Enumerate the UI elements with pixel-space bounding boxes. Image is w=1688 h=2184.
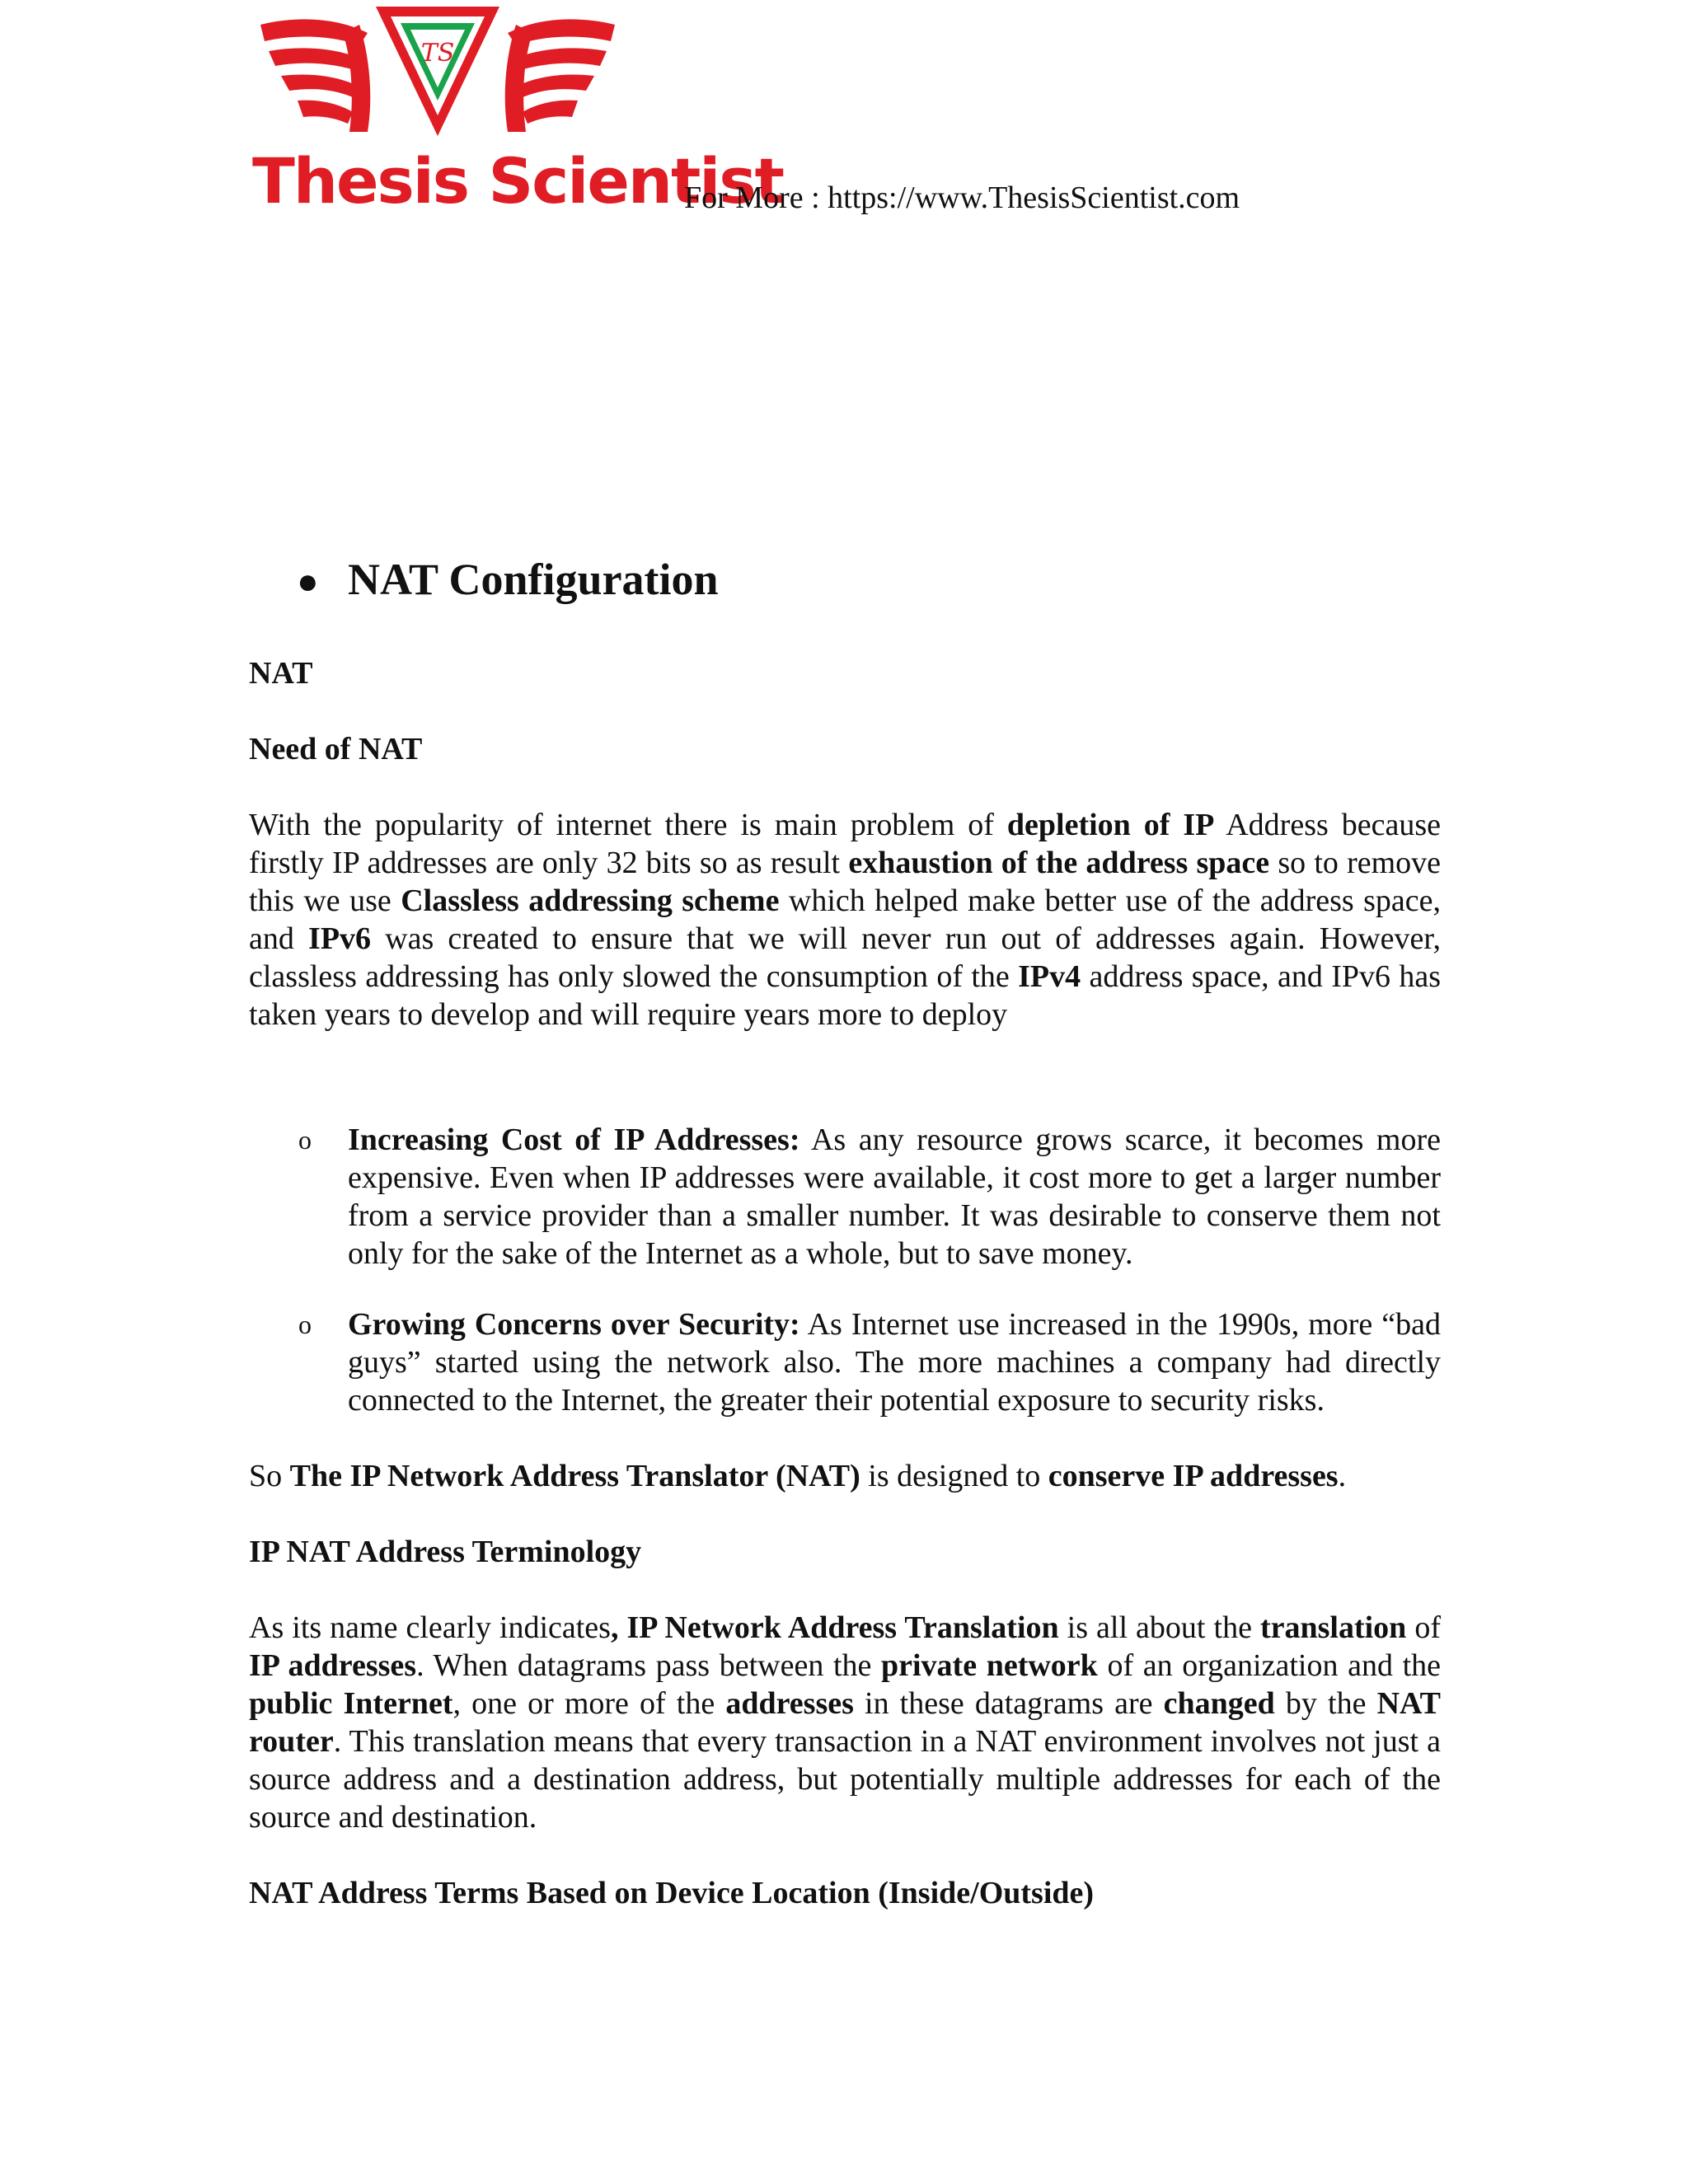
paragraph-terminology: As its name clearly indicates, IP Network Address Translation is all about the translation of IP addresses. When datagrams pass between the private network of an organization and the public Internet, one or more of the addresses in these datagrams are changed by the NAT router. This translation means that every transaction in a NAT environment involves not just a source address and a destination address, but potentially multiple addresses for each of the source and destination. — [249, 1610, 1442, 1835]
logo-monogram: TS — [420, 39, 455, 68]
left-wing-icon — [260, 19, 370, 132]
list-item-title: Increasing Cost of IP Addresses: — [348, 1122, 800, 1157]
for-more-link[interactable]: For More : https://www.ThesisScientist.com — [684, 180, 1240, 215]
section-title-text: NAT Configuration — [348, 555, 719, 604]
paragraph-nat-purpose: So The IP Network Address Translator (NAT) is designed to conserve IP addresses. — [249, 1459, 1347, 1493]
heading-need-of-nat: Need of NAT — [249, 732, 423, 766]
heading-device-location: NAT Address Terms Based on Device Location (Inside/Outside) — [249, 1876, 1095, 1910]
paragraph-need-of-nat: With the popularity of internet there is main problem of depletion of IP Address because firstly IP addresses are only 32 bits so as result exhaustion of the address space so to remove this we use Classless addressing scheme which helped make better use of the address space, and IPv6 was created to ensure that we will never run out of addresses again. However, classless addressing has only slowed the consumption of the IPv4 address space, and IPv6 has taken years to develop and will require years more to deploy — [249, 808, 1442, 1032]
triangle-emblem-icon — [376, 7, 499, 136]
document-body — [249, 552, 1441, 1950]
section-title — [249, 552, 1441, 612]
right-wing-icon — [505, 19, 615, 132]
list-item-increasing-cost — [249, 1121, 1441, 1272]
list-marker: o — [298, 1125, 312, 1155]
heading-nat: NAT — [249, 656, 313, 691]
list-marker: o — [298, 1310, 312, 1339]
heading-terminology: IP NAT Address Terminology — [249, 1535, 642, 1569]
list-item-text: As any resource grows scarce, it becomes more expensive. Even when IP addresses were available, it cost more to get a larger number from a service provider than a smaller number. It was desirable to conserve them not only for the sake of the Internet as a whole, but to save money. — [348, 1122, 1441, 1271]
brand-name: Thesis Scientist — [252, 144, 783, 218]
list-item-text: As Internet use increased in the 1990s, more “bad guys” started using the network also. The more machines a company had directly connected to the Internet, the greater their potential exposure to security risks. — [348, 1307, 1441, 1418]
bullet-icon: ● — [297, 561, 319, 602]
list-item-title: Growing Concerns over Security: — [348, 1307, 800, 1342]
list-item-security-concerns — [249, 1305, 1441, 1419]
